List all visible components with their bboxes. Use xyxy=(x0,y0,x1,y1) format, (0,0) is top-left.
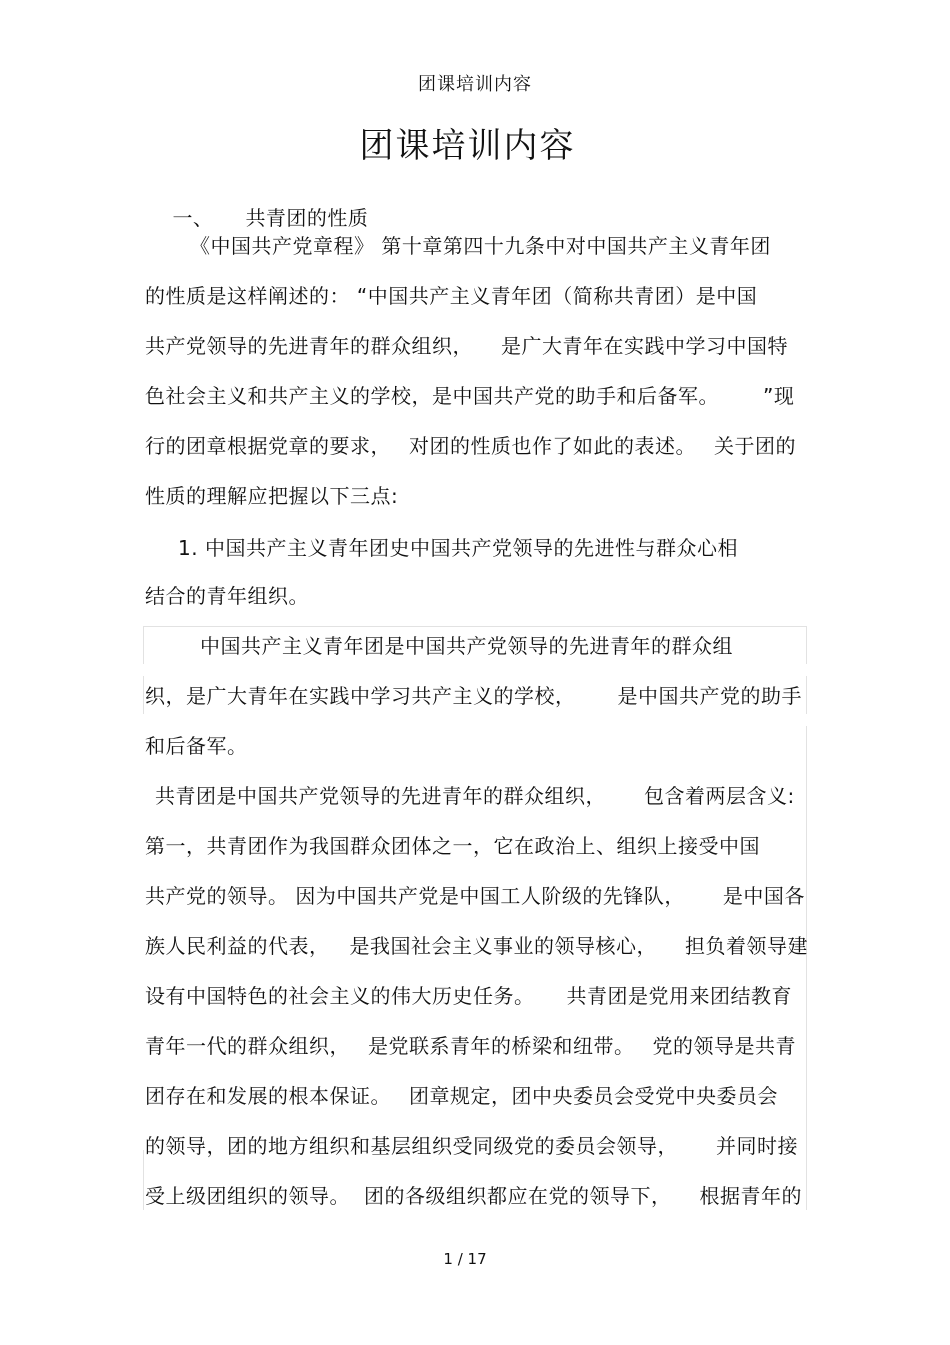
page-separator: / xyxy=(457,1250,463,1268)
paragraph-line: 共产党领导的先进青年的群众组织， 是广大青年在实践中学习中国特 xyxy=(145,334,788,358)
numbered-point: 1. 中国共产主义青年团史中国共产党领导的先进性与群众心相 xyxy=(178,536,738,560)
paragraph-line: 青年一代的群众组织， 是党联系青年的桥梁和纽带。 党的领导是共青 xyxy=(145,1034,796,1058)
paragraph-line: 族人民利益的代表， 是我国社会主义事业的领导核心， 担负着领导建 xyxy=(145,934,808,958)
box-border xyxy=(143,626,807,627)
current-page: 1 xyxy=(443,1250,453,1268)
section-number: 一、 xyxy=(172,206,214,230)
paragraph-line: 团存在和发展的根本保证。 团章规定，团中央委员会受党中央委员会 xyxy=(145,1084,778,1108)
box-border xyxy=(806,676,807,714)
paragraph-line: 《中国共产党章程》 第十章第四十九条中对中国共产主义青年团 xyxy=(190,234,771,258)
paragraph-line: 结合的青年组织。 xyxy=(145,584,309,608)
paragraph-line: 色社会主义和共产主义的学校，是中国共产党的助手和后备军。 ”现 xyxy=(145,384,795,408)
paragraph-line: 性质的理解应把握以下三点: xyxy=(145,484,399,508)
box-border xyxy=(143,626,144,664)
paragraph-line: 行的团章根据党章的要求， 对团的性质也作了如此的表述。 关于团的 xyxy=(145,434,796,458)
document-title: 团课培训内容 xyxy=(359,126,576,166)
paragraph-line: 的领导，团的地方组织和基层组织受同级党的委员会领导， 并同时接 xyxy=(145,1134,798,1158)
box-border xyxy=(806,626,807,664)
paragraph-line: 受上级团组织的领导。 团的各级组织都应在党的领导下， 根据青年的 xyxy=(145,1184,802,1208)
box-border xyxy=(143,676,144,714)
paragraph-line: 共青团是中国共产党领导的先进青年的群众组织， 包含着两层含义: xyxy=(155,784,795,808)
total-pages: 17 xyxy=(467,1250,487,1268)
paragraph-line: 中国共产主义青年团是中国共产党领导的先进青年的群众组 xyxy=(200,634,733,658)
paragraph-line: 共产党的领导。 因为中国共产党是中国工人阶级的先锋队， 是中国各 xyxy=(145,884,805,908)
paragraph-line: 和后备军。 xyxy=(145,734,248,758)
paragraph-line: 设有中国特色的社会主义的伟大历史任务。 共青团是党用来团结教育 xyxy=(145,984,792,1008)
paragraph-line: 第一，共青团作为我国群众团体之一，它在政治上、组织上接受中国 xyxy=(145,834,760,858)
paragraph-line: 织，是广大青年在实践中学习共产主义的学校， 是中国共产党的助手 xyxy=(145,684,802,708)
box-border xyxy=(806,726,807,1210)
running-header: 团课培训内容 xyxy=(418,74,532,95)
page-number xyxy=(0,1250,930,1268)
section-heading-text: 共青团的性质 xyxy=(245,206,369,230)
box-border xyxy=(143,1150,144,1210)
paragraph-line: 的性质是这样阐述的： “中国共产主义青年团（简称共青团）是中国 xyxy=(145,284,758,308)
